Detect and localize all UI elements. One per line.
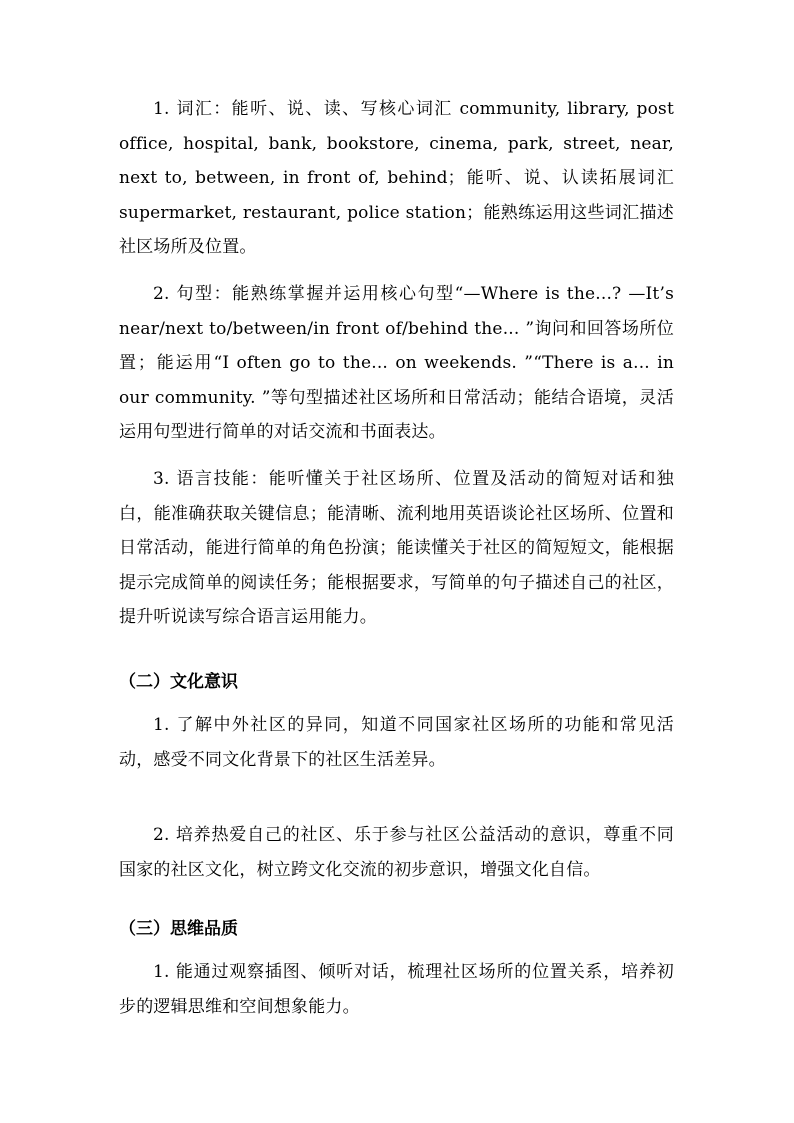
thinking-quality-item-1: 1. 能通过观察插图、倾听对话，梳理社区场所的位置关系，培养初步的逻辑思维和空间想象能力。 (119, 962, 674, 1017)
cultural-awareness-heading: （二）文化意识 (119, 672, 238, 692)
cultural-awareness-item-2: 2. 培养热爱自己的社区、乐于参与社区公益活动的意识，尊重不同国家的社区文化，树立跨文化交流的初步意识，增强文化自信。 (119, 825, 674, 880)
language-skills-paragraph: 3. 语言技能：能听懂关于社区场所、位置及活动的简短对话和独白，能准确获取关键信息；能清晰、流利地用英语谈论社区场所、位置和日常活动，能进行简单的角色扮演；能读懂关于社区的简短短文，能根据提示完成简单的阅读任务；能根据要求，写简单的句子描述自己的社区，提升听说读写综合语言运用能力。 (119, 469, 674, 627)
cultural-awareness-item-1: 1. 了解中外社区的异同，知道不同国家社区场所的功能和常见活动，感受不同文化背景下的社区生活差异。 (119, 715, 674, 770)
vocabulary-paragraph: 1. 词汇：能听、说、读、写核心词汇 community, library, post office, hospital, bank, bookstore, cinema, park, street, near, next to, between, in front of, behind；能听、说、认读拓展词汇 supermarket, restaurant, police station；能熟练运用这些词汇描述社区场所及位置。 (119, 99, 674, 257)
thinking-quality-heading: （三）思维品质 (119, 919, 238, 939)
sentence-patterns-paragraph: 2. 句型：能熟练掌握并运用核心句型“—Where is the...? —It’s near/next to/between/in front of/behind the... ”询问和回答场所位置；能运用“I often go to the... on weekends. ”“There is a... in our community. ”等句型描述社区场所和日常活动；能结合语境，灵活运用句型进行简单的对话交流和书面表达。 (119, 284, 674, 442)
